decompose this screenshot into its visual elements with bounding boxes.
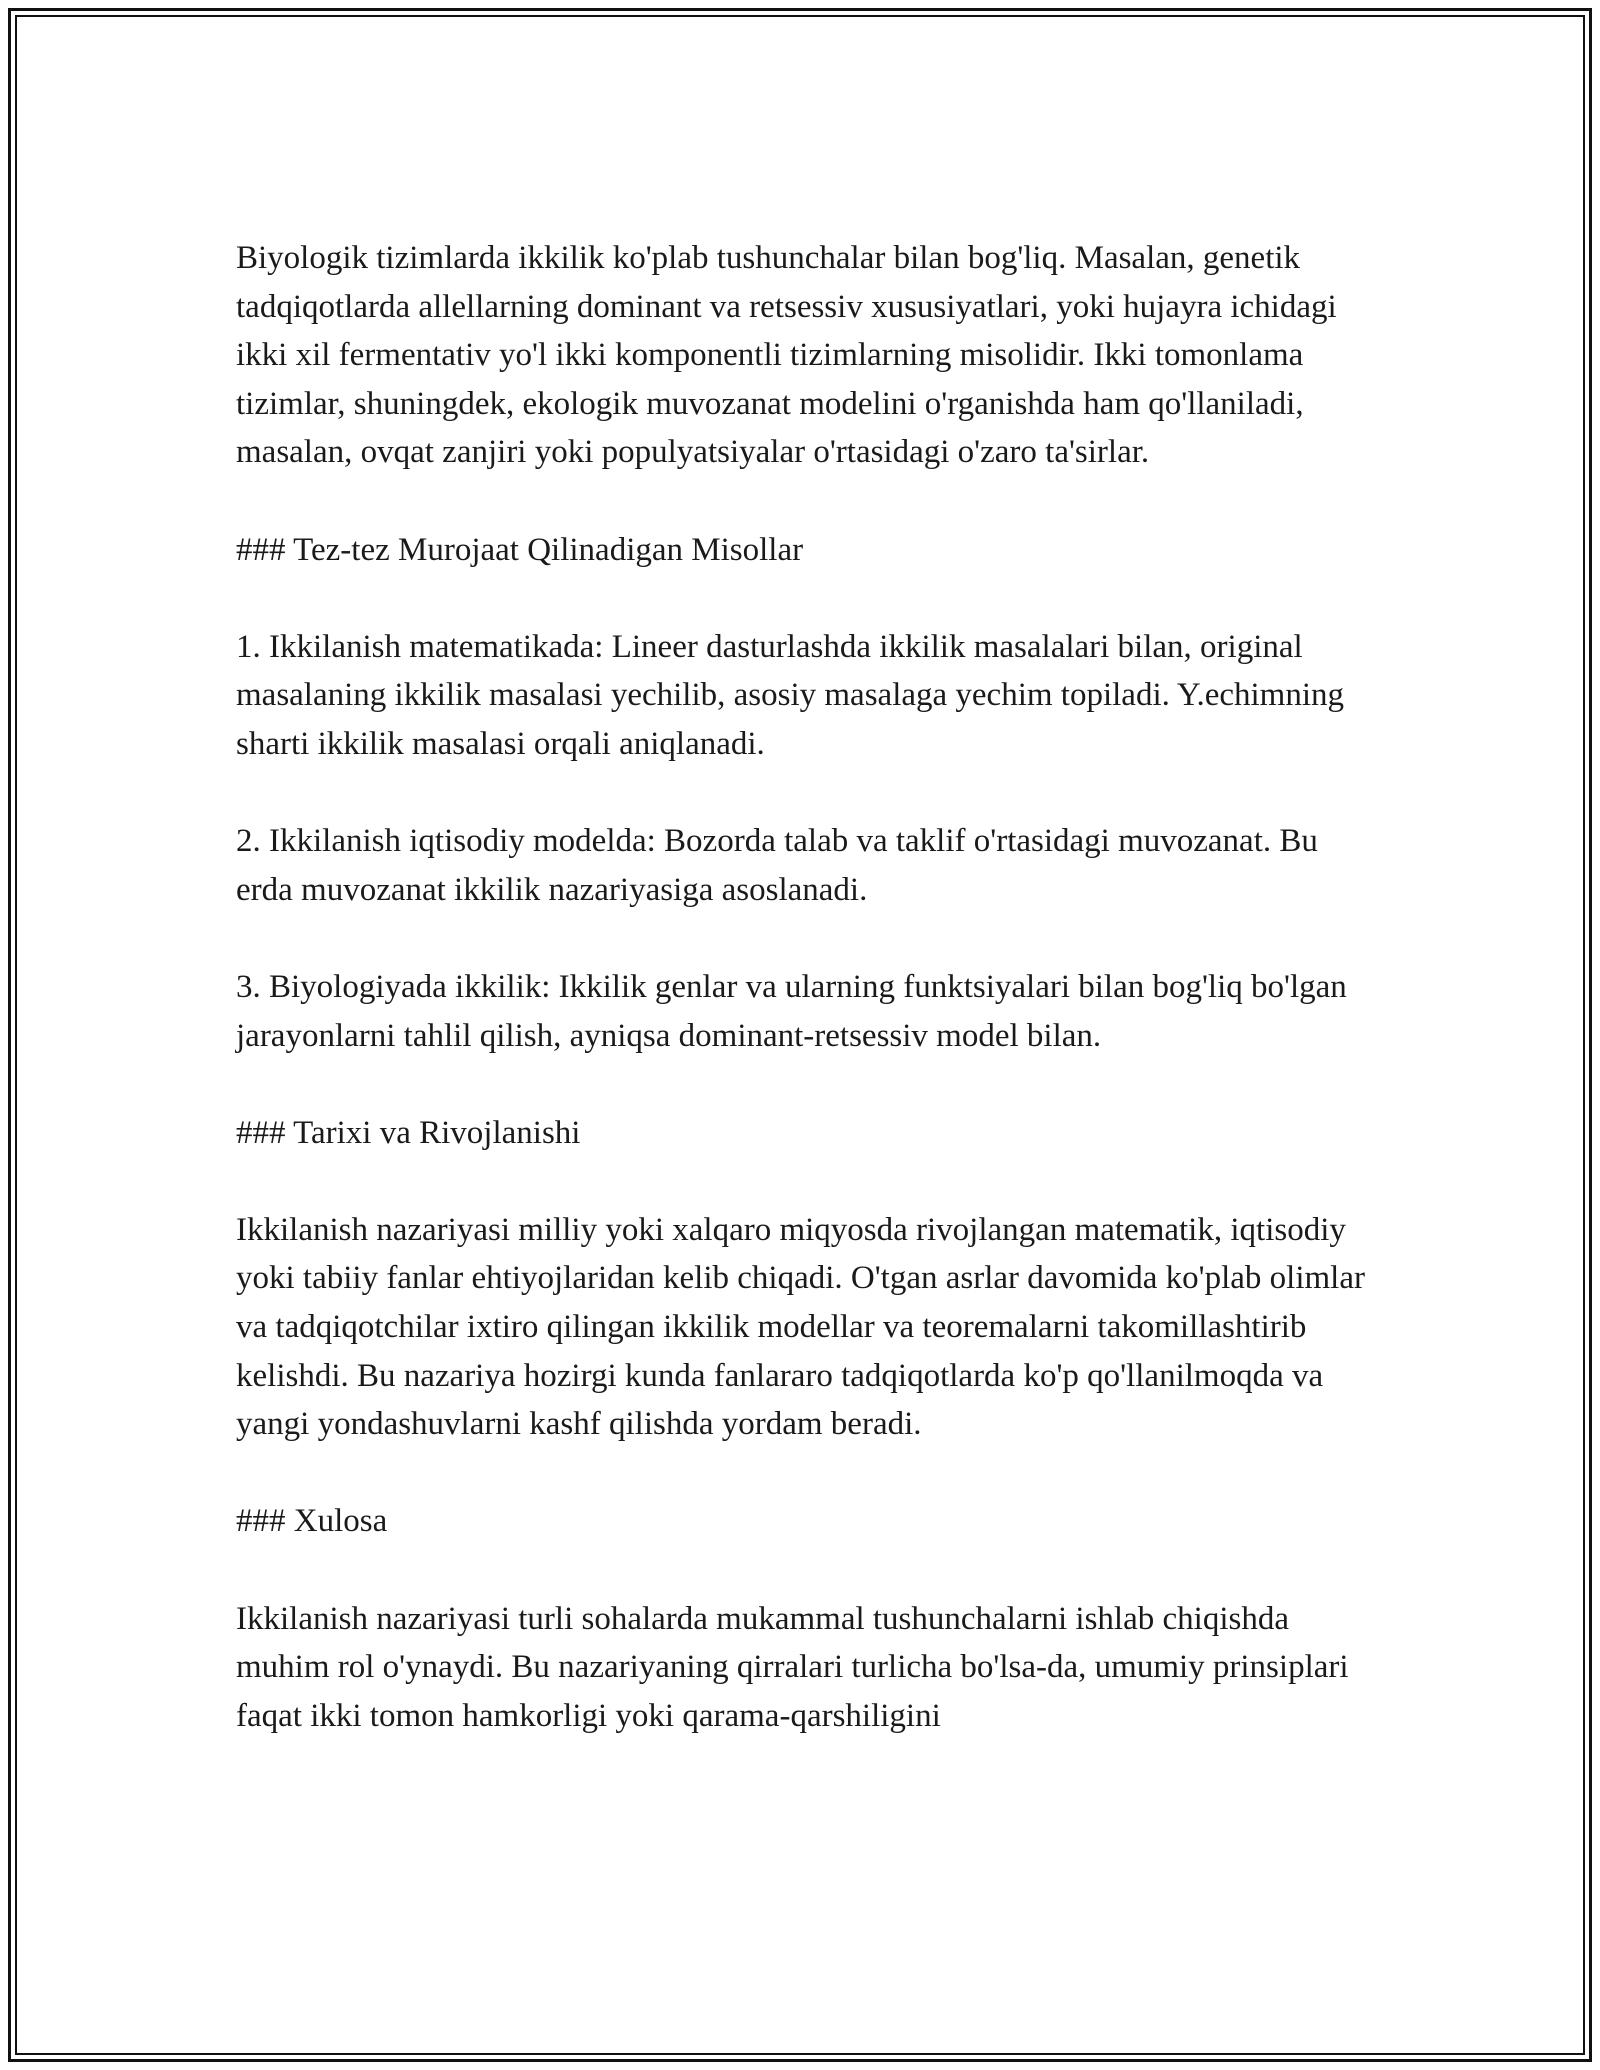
paragraph-history: Ikkilanish nazariyasi milliy yoki xalqaro miqyosda rivojlangan matematik, iqtisodiy yoki tabiiy fanlar ehtiyojlaridan kelib chiqadi. O'tgan asrlar davomida ko'plab olimlar va tadqiqotchilar ixtiro qilingan ikkilik modellar va teoremalarni takomillashtirib kelishdi. Bu nazariya hozirgi kunda fanlararo tadqiqotlarda ko'p qo'llanilmoqda va yangi yondashuvlarni kashf qilishda yordam beradi. xyxy=(236,1211,1365,1443)
list-item-math: 1. Ikkilanish matematikada: Lineer dasturlashda ikkilik masalalari bilan, original masalaning ikkilik masalasi yechilib, asosiy masalaga yechim topiladi. Y.echimning sharti ikkilik masalasi orqali aniqlanadi. xyxy=(236,628,1345,762)
heading-conclusion: ### Xulosa xyxy=(236,1503,388,1540)
list-item-biology: 3. Biyologiyada ikkilik: Ikkilik genlar va ularning funktsiyalari bilan bog'liq bo'lgan jarayonlarni tahlil qilish, ayniqsa dominant-retsessiv model bilan. xyxy=(236,968,1347,1054)
heading-examples: ### Tez-tez Murojaat Qilinadigan Misollar xyxy=(236,531,804,568)
paragraph-biology-intro: Biyologik tizimlarda ikkilik ko'plab tushunchalar bilan bog'liq. Masalan, genetik tadqiqotlarda allellarning dominant va retsessiv xususiyatlari, yoki hujayra ichidagi ikki xil fermentativ yo'l ikki komponentli tizimlarning misolidir. Ikki tomonlama tizimlar, shuningdek, ekologik muvozanat modelini o'rganishda ham qo'llaniladi, masalan, ovqat zanjiri yoki populyatsiyalar o'rtasidagi o'zaro ta'sirlar. xyxy=(236,240,1337,471)
list-item-economics: 2. Ikkilanish iqtisodiy modelda: Bozorda talab va taklif o'rtasidagi muvozanat. Bu erda muvozanat ikkilik nazariyasiga asoslanadi. xyxy=(236,823,1318,908)
paragraph-conclusion: Ikkilanish nazariyasi turli sohalarda mukammal tushunchalarni ishlab chiqishda muhim rol o'ynaydi. Bu nazariyaning qirralari turlicha bo'lsa-da, umumiy prinsiplari faqat ikki tomon hamkorligi yoki qarama-qarshiligini xyxy=(236,1600,1349,1734)
document-body xyxy=(236,234,1366,1740)
heading-history: ### Tarixi va Rivojlanishi xyxy=(236,1114,581,1151)
